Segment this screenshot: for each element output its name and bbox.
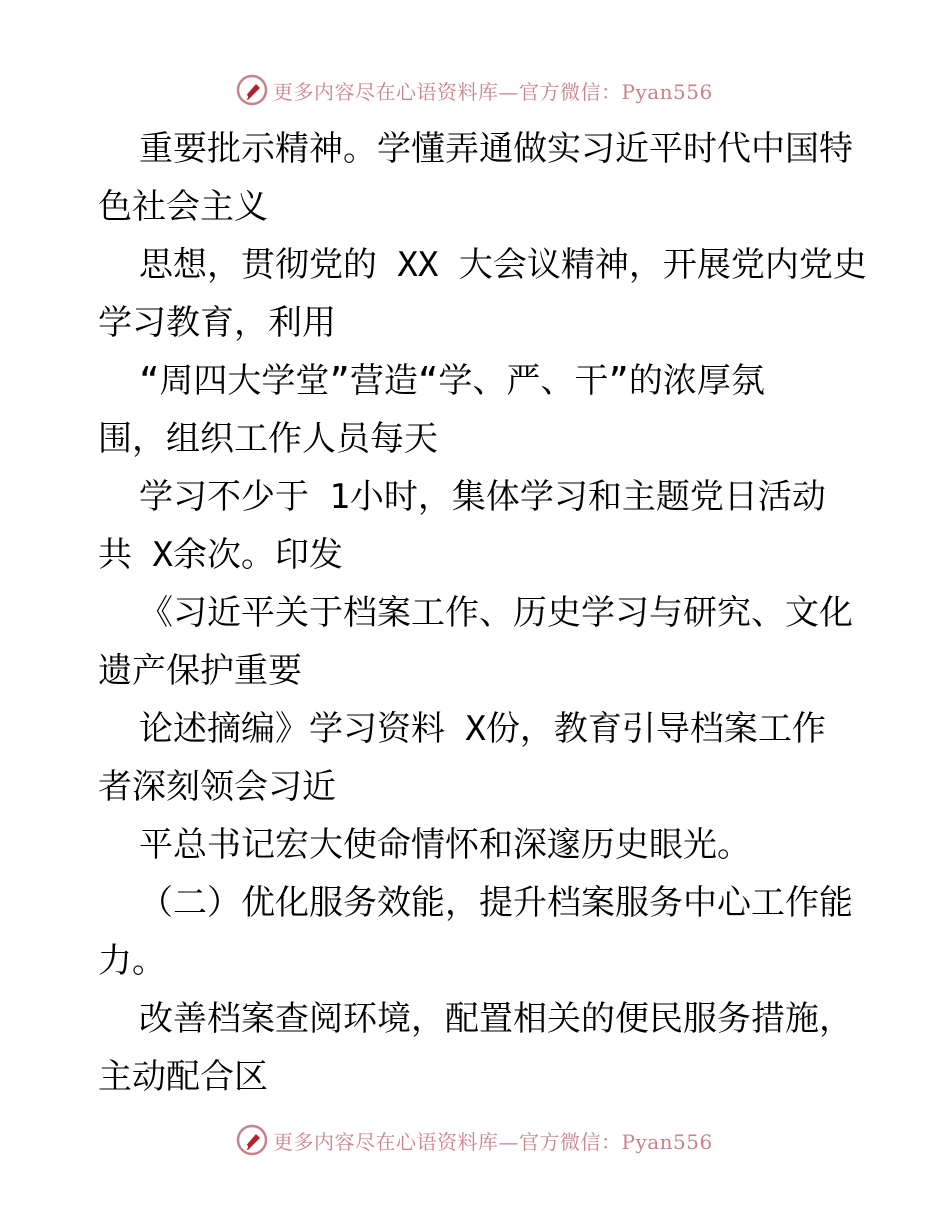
watermark-text: 更多内容尽在心语资料库—官方微信：Pyan556 [273,79,713,104]
text-line: 《习近平关于档案工作、历史学习与研究、文化 [98,593,853,633]
text-line: 平总书记宏大使命情怀和深邃历史眼光。 [98,825,751,865]
footer-watermark [235,1120,713,1160]
text-line: 重要批示精神。学懂弄通做实习近平时代中国特 [98,129,853,169]
text-line: 主动配合区 [98,1057,268,1097]
watermark-text: 更多内容尽在心语资料库—官方微信：Pyan556 [273,1129,713,1154]
text-line: 思想，贯彻党的 XX 大会议精神，开展党内党史 [98,245,867,285]
text-line: 改善档案查阅环境，配置相关的便民服务措施， [98,999,853,1039]
text-line: 者深刻领会习近 [98,767,336,807]
header-watermark [235,70,713,110]
text-line: 围，组织工作人员每天 [98,419,438,459]
text-line: 学习不少于 1小时，集体学习和主题党日活动 [98,477,826,517]
text-line: 力。 [98,941,166,981]
text-line: 色社会主义 [98,187,268,227]
pen-nib-logo-icon [235,73,269,107]
pen-nib-logo-icon [235,1123,269,1157]
text-line: 共 X余次。印发 [98,535,343,575]
text-line: （二）优化服务效能，提升档案服务中心工作能 [98,883,853,923]
document-body [98,120,898,1106]
text-line: “周四大学堂”营造“学、严、干”的浓厚氛 [98,361,765,401]
text-line: 学习教育，利用 [98,303,336,343]
text-line: 遗产保护重要 [98,651,302,691]
text-line: 论述摘编》学习资料 X份，教育引导档案工作 [98,709,826,749]
